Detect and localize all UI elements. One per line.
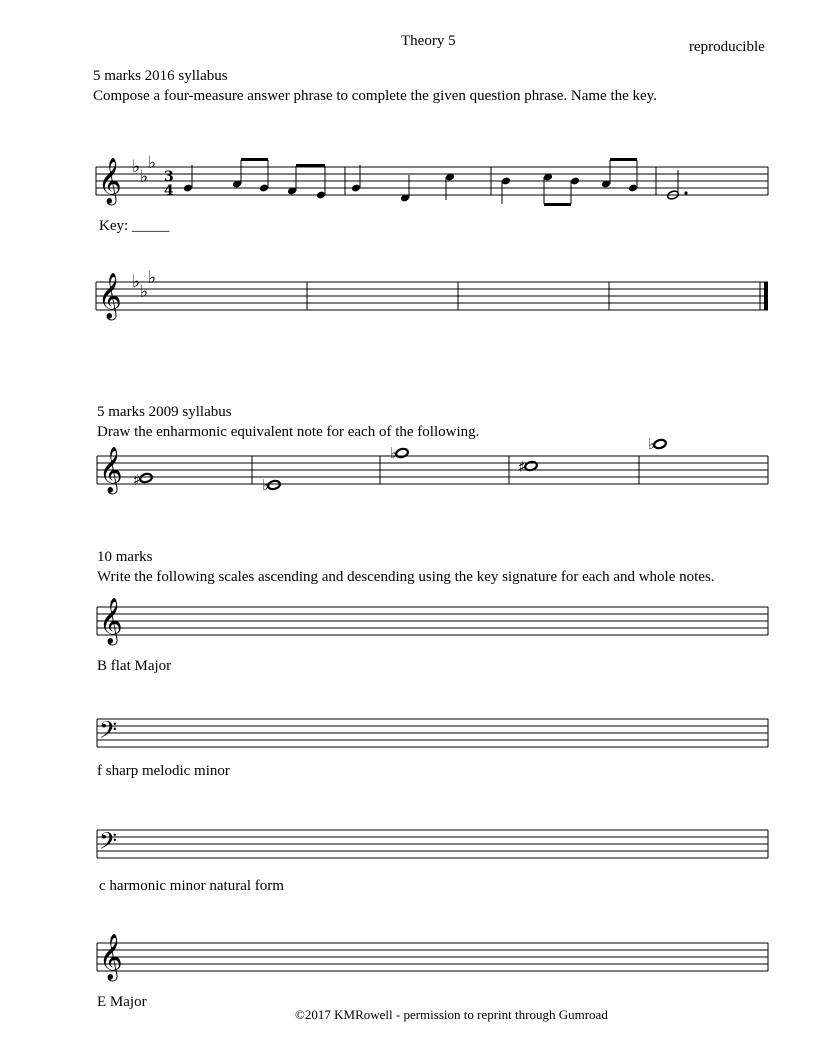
- section3-marks: 10 marks: [97, 549, 153, 565]
- scale-staff-c-harmonic-minor[interactable]: [0, 822, 816, 862]
- svg-text:♭: ♭: [132, 157, 141, 177]
- bass-clef-icon: 𝄢: [99, 716, 118, 749]
- time-signature-top: 3: [164, 169, 174, 185]
- svg-text:♭: ♭: [648, 435, 656, 453]
- given-notes: [133, 435, 667, 494]
- section2-marks: 5 marks 2009 syllabus: [97, 404, 232, 420]
- treble-clef-icon: 𝄞: [99, 598, 123, 644]
- key-signature-flats: [132, 153, 156, 187]
- scale-label-f-sharp-melodic-minor: f sharp melodic minor: [97, 763, 230, 779]
- section3-instructions: Write the following scales ascending and descending using the key signature for each and whole notes.: [97, 569, 715, 585]
- treble-clef-icon: 𝄞: [99, 447, 123, 493]
- scale-label-e-major: E Major: [97, 994, 147, 1010]
- key-answer-label: Key: _____: [99, 218, 170, 234]
- svg-text:♭: ♭: [390, 444, 398, 462]
- treble-clef-icon: 𝄞: [99, 934, 123, 980]
- scale-staff-e-major[interactable]: [0, 934, 816, 984]
- svg-text:♭: ♭: [148, 153, 157, 173]
- section1-marks: 5 marks 2016 syllabus: [93, 68, 228, 84]
- section2-instructions: Draw the enharmonic equivalent note for each of the following.: [97, 424, 480, 440]
- svg-text:♭: ♭: [140, 282, 149, 302]
- svg-text:♭: ♭: [140, 167, 149, 187]
- treble-clef-icon: 𝄞: [98, 158, 122, 204]
- answer-phrase-staff[interactable]: [0, 240, 816, 330]
- svg-text:♯: ♯: [133, 471, 141, 489]
- question-notes: [183, 158, 688, 206]
- svg-text:♯: ♯: [518, 458, 526, 476]
- key-signature-flats: [132, 268, 156, 302]
- copyright-footer: ©2017 KMRowell - permission to reprint through Gumroad: [295, 1007, 608, 1022]
- svg-text:♭: ♭: [148, 268, 157, 288]
- scale-staff-b-flat-major[interactable]: [0, 598, 816, 648]
- scale-label-b-flat-major: B flat Major: [97, 658, 172, 674]
- enharmonic-staff[interactable]: [0, 435, 816, 508]
- svg-text:♭: ♭: [132, 272, 141, 292]
- bass-clef-icon: 𝄢: [99, 827, 118, 860]
- reproducible-tag: reproducible: [689, 39, 765, 55]
- section1-instructions: Compose a four-measure answer phrase to complete the given question phrase. Name the key.: [93, 88, 657, 104]
- page-title: Theory 5: [401, 33, 456, 49]
- final-barline: [764, 282, 768, 310]
- scale-staff-f-sharp-melodic-minor[interactable]: [0, 712, 816, 752]
- svg-text:♭: ♭: [262, 476, 270, 494]
- scale-label-c-harmonic-minor: c harmonic minor natural form: [99, 878, 284, 894]
- treble-clef-icon: 𝄞: [98, 273, 122, 319]
- time-signature-bottom: 4: [164, 183, 174, 199]
